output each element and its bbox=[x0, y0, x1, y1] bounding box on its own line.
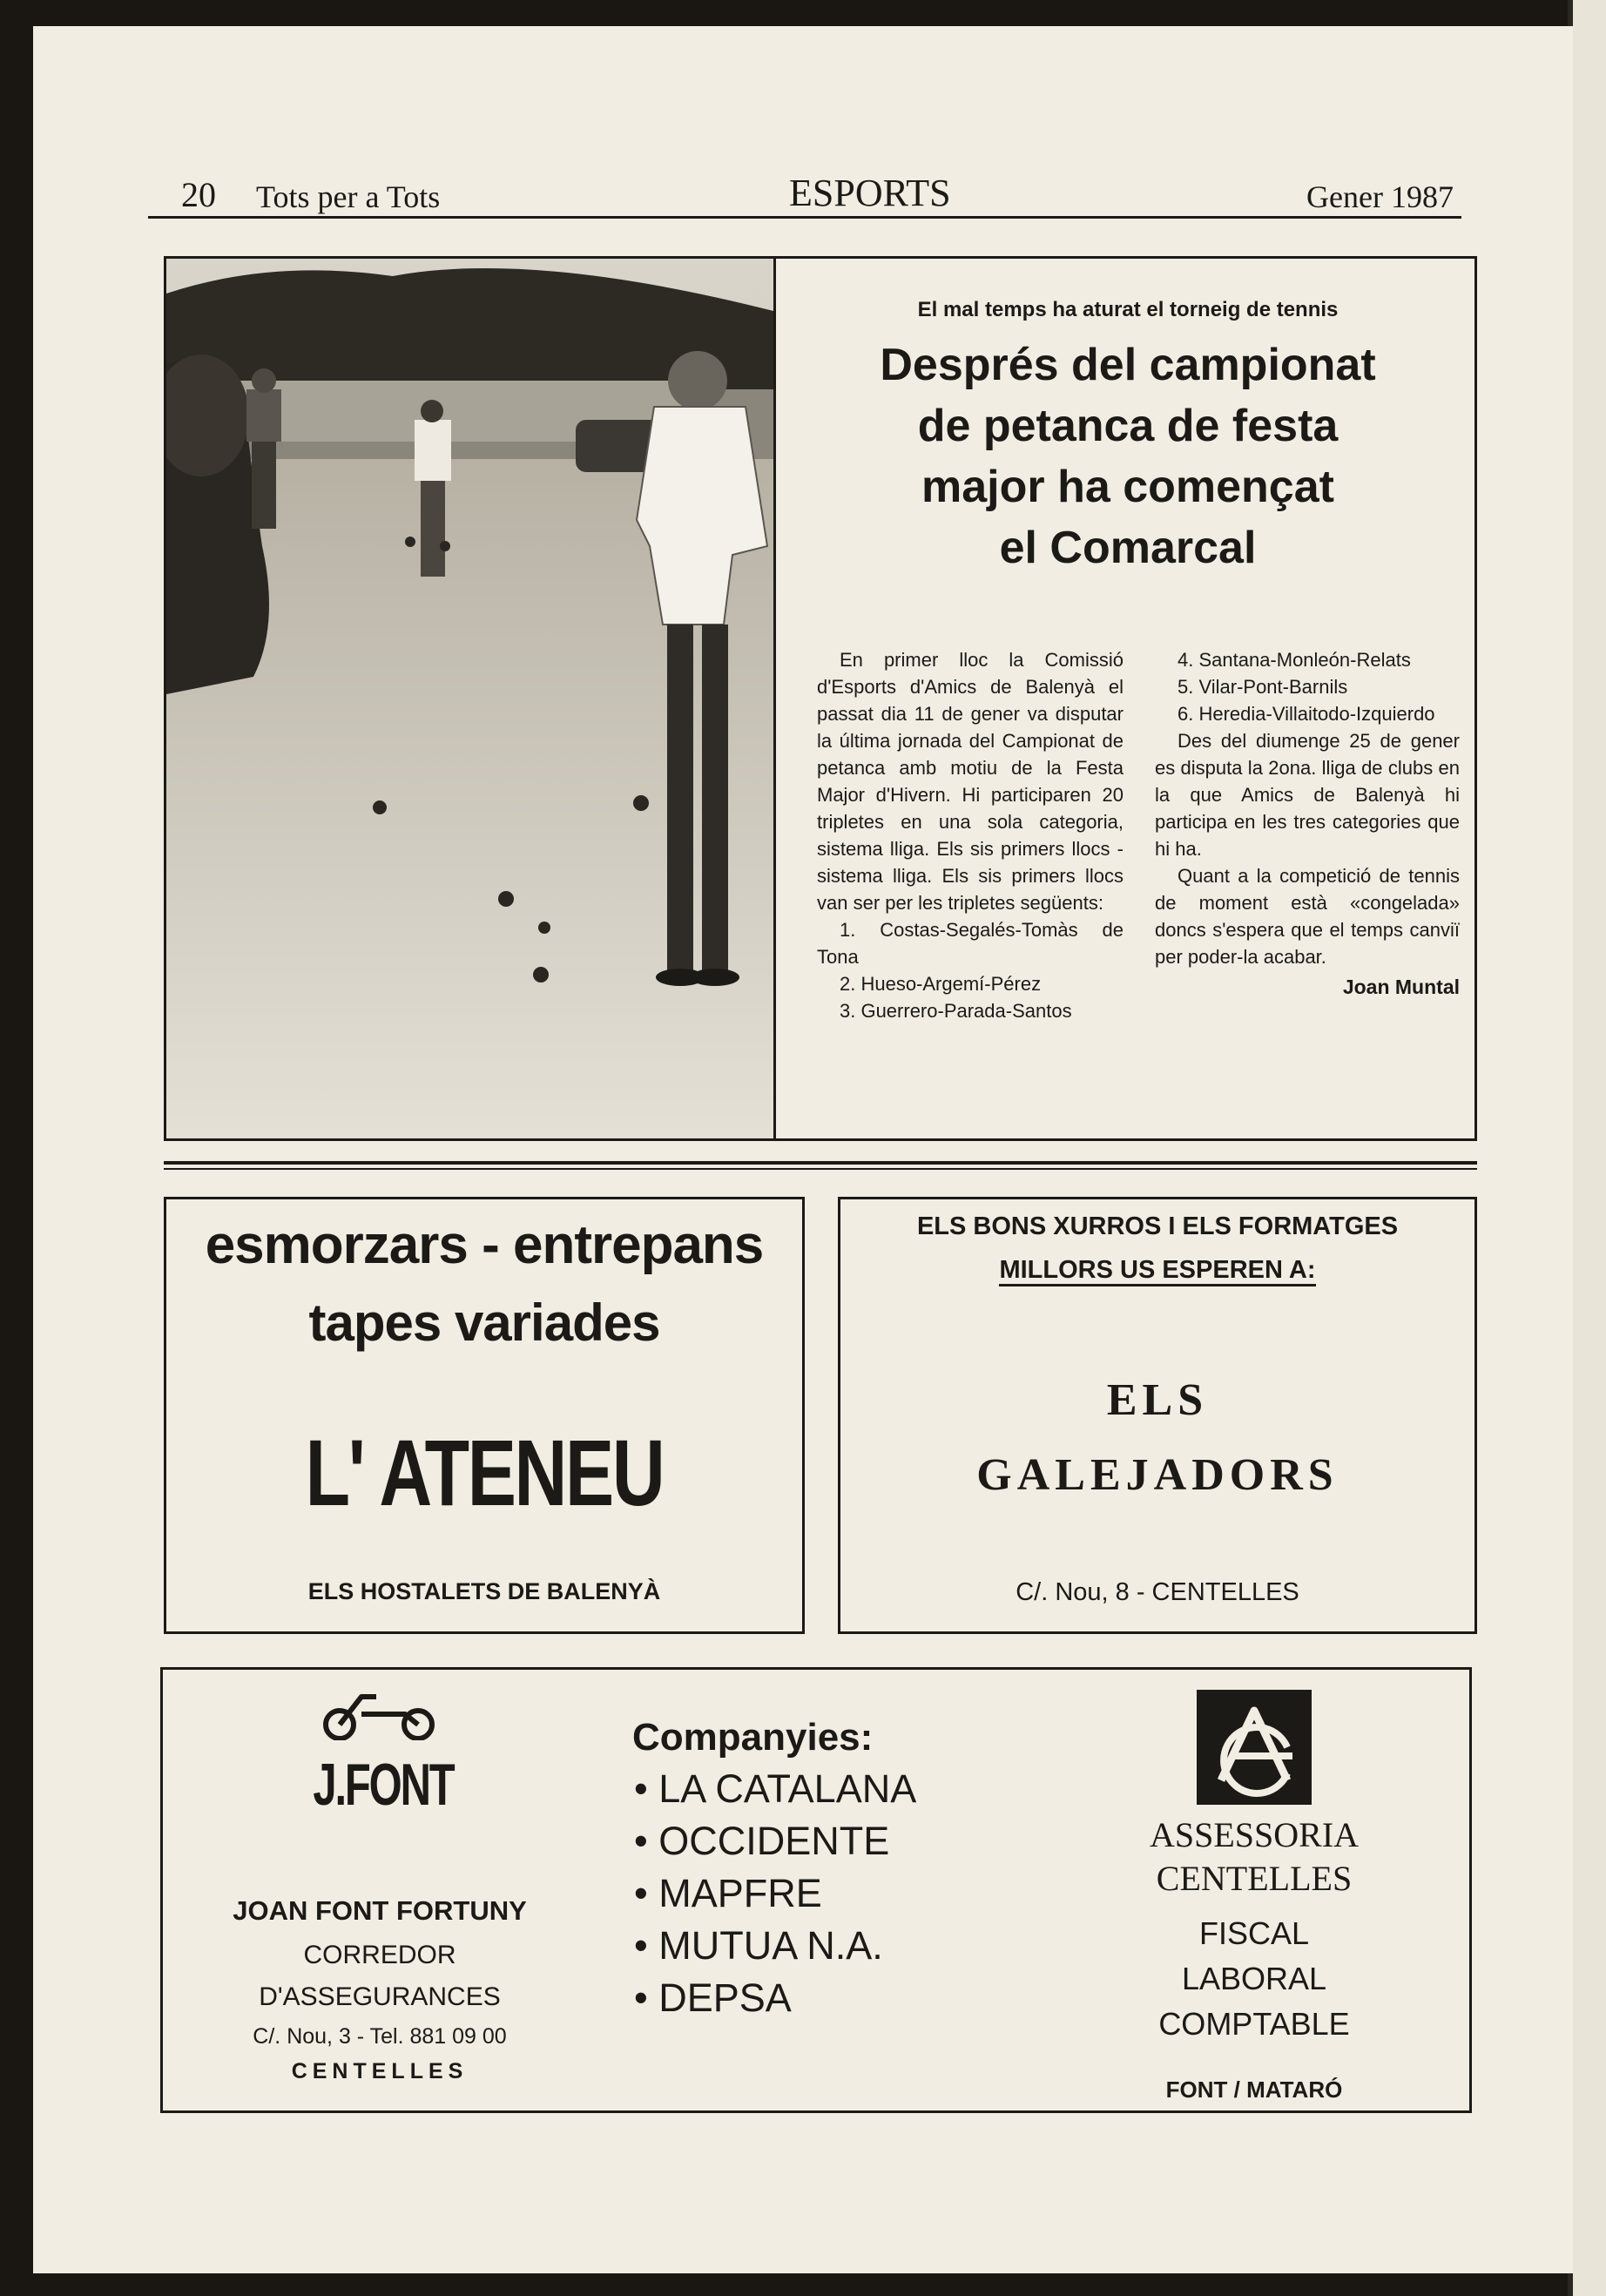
article-author: Joan Muntal bbox=[1342, 976, 1460, 998]
headline-line: de petanca de festa bbox=[917, 401, 1339, 451]
companies-title: Companyies: bbox=[632, 1716, 874, 1759]
article-column-2 bbox=[1155, 646, 1460, 1001]
headline-line: el Comarcal bbox=[999, 523, 1257, 573]
assessoria-line: ASSESSORIA bbox=[1149, 1815, 1360, 1854]
scooter-icon bbox=[314, 1688, 444, 1740]
ranking-item: 3. Guerrero-Parada-Santos bbox=[840, 1000, 1072, 1022]
headline-line: Després del campionat bbox=[880, 340, 1376, 390]
paragraph: Quant a la competició de tennis de moment està «congelada» doncs s'espera que el temps canviï per poder-la acabar. bbox=[1155, 865, 1460, 968]
ranking-item: 1. Costas-Segalés-Tomàs de Tona bbox=[817, 919, 1124, 968]
section-rule-thin bbox=[164, 1168, 1477, 1170]
galejadors-name-2: GALEJADORS bbox=[976, 1450, 1339, 1500]
galejadors-line1: ELS BONS XURROS I ELS FORMATGES bbox=[916, 1212, 1399, 1240]
company-item: • LA CATALANA bbox=[634, 1766, 917, 1811]
publication-name: Tots per a Tots bbox=[256, 179, 441, 214]
galejadors-name-1: ELS bbox=[1106, 1375, 1209, 1425]
assessoria-line: LABORAL bbox=[1181, 1961, 1327, 1996]
assessoria-footer: FONT / MATARÓ bbox=[1165, 2077, 1343, 2103]
section-rule bbox=[164, 1161, 1477, 1165]
jfont-role-1: CORREDOR bbox=[303, 1941, 456, 1969]
company-item: • DEPSA bbox=[634, 1975, 792, 2020]
facing-page-edge bbox=[1573, 0, 1606, 2296]
galejadors-address: C/. Nou, 8 - CENTELLES bbox=[1016, 1578, 1299, 1606]
ranking-item: 2. Hueso-Argemí-Pérez bbox=[840, 973, 1042, 995]
jfont-town: CENTELLES bbox=[291, 2059, 469, 2083]
photo-divider bbox=[773, 256, 776, 1141]
ranking-item: 6. Heredia-Villaitodo-Izquierdo bbox=[1178, 703, 1435, 725]
ranking-item: 4. Santana-Monleón-Relats bbox=[1178, 649, 1411, 671]
galejadors-line2: MILLORS US ESPEREN A: bbox=[838, 1256, 1477, 1285]
paragraph: En primer lloc la Comissió d'Esports d'Amics de Balenyà el passat dia 11 de gener va disputar la última jornada del Campionat de petanca amb motiu de la Festa Major d'Hivern. Hi participaren 20 tripletes en una sola categoria, sistema lliga. Els sis primers llocs - sistema lliga. Els sis primers llocs van ser per les tripletes següents: bbox=[817, 649, 1124, 914]
issue-date: Gener 1987 bbox=[1306, 179, 1454, 214]
company-item: • OCCIDENTE bbox=[634, 1819, 890, 1863]
article-kicker: El mal temps ha aturat el torneig de tennis bbox=[917, 298, 1339, 321]
company-item: • MAPFRE bbox=[634, 1871, 822, 1915]
ateneu-name: L' ATENEU bbox=[305, 1420, 664, 1525]
assessoria-line: FISCAL bbox=[1198, 1915, 1310, 1951]
assessoria-block bbox=[1106, 1813, 1402, 2042]
assessoria-logo-icon bbox=[1197, 1690, 1312, 1805]
ateneu-line2: tapes variades bbox=[308, 1293, 660, 1352]
assessoria-line: CENTELLES bbox=[1156, 1859, 1353, 1898]
companies-list bbox=[634, 1763, 916, 2024]
paragraph: Des del diumenge 25 de gener es disputa la 2ona. lliga de clubs en la que Amics de Balenyà hi participa en les tres categories que hi ha. bbox=[1155, 730, 1460, 860]
article-column-1 bbox=[817, 646, 1124, 1024]
jfont-role-2: D'ASSEGURANCES bbox=[259, 1982, 501, 2011]
headline-line: major ha començat bbox=[921, 462, 1334, 512]
petanca-photo bbox=[166, 259, 773, 1138]
article-headline bbox=[784, 334, 1472, 578]
jfont-logo: J.FONT bbox=[313, 1752, 454, 1818]
page-number: 20 bbox=[181, 175, 216, 214]
assessoria-line: COMPTABLE bbox=[1158, 2006, 1350, 2042]
company-item: • MUTUA N.A. bbox=[634, 1923, 883, 1968]
jfont-name: JOAN FONT FORTUNY bbox=[233, 1895, 527, 1926]
jfont-address: C/. Nou, 3 - Tel. 881 09 00 bbox=[253, 2024, 507, 2049]
section-title: ESPORTS bbox=[789, 172, 951, 214]
ateneu-location: ELS HOSTALETS DE BALENYÀ bbox=[307, 1578, 661, 1604]
header-rule bbox=[148, 216, 1461, 219]
ateneu-line1: esmorzars - entrepans bbox=[205, 1215, 764, 1275]
ranking-item: 5. Vilar-Pont-Barnils bbox=[1178, 676, 1348, 698]
